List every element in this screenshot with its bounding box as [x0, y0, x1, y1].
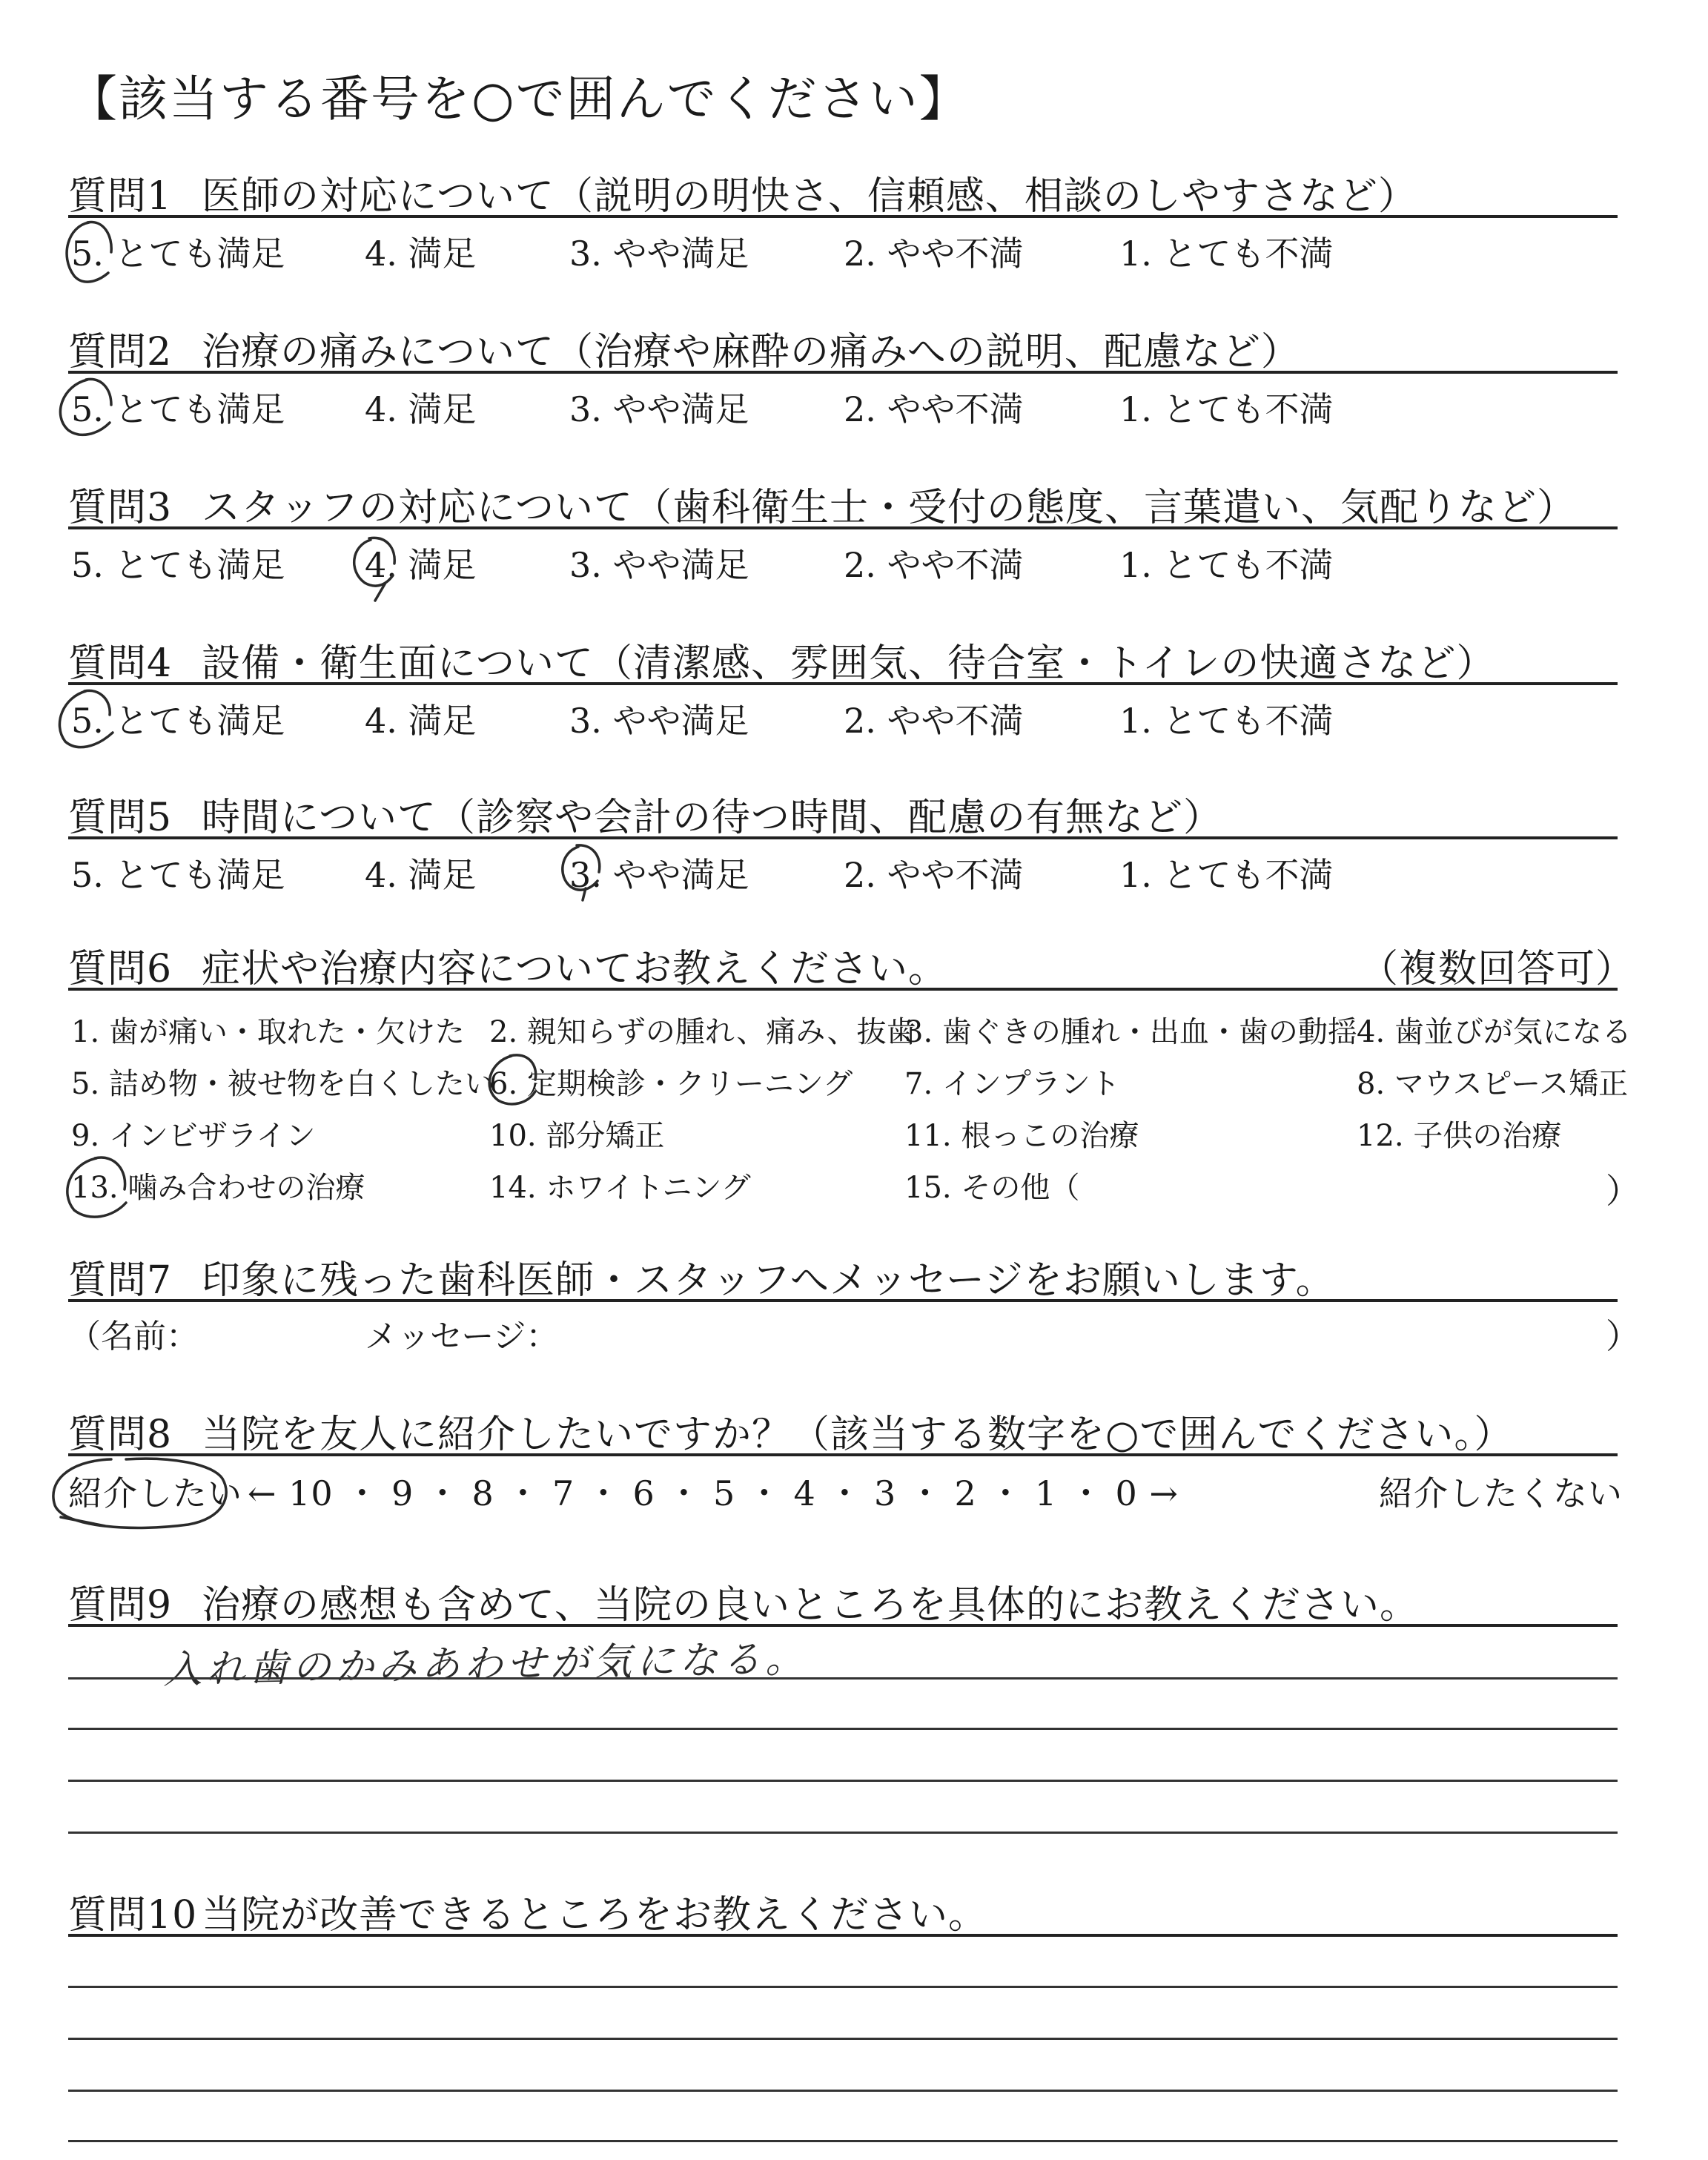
- question-4-text: 設備・衛生面について（清潔感、雰囲気、待合室・トイレの快適さなど）: [202, 641, 1496, 686]
- question-6: [68, 937, 947, 993]
- question-10-rule: [68, 1934, 1618, 1937]
- question-4-rule: [68, 682, 1618, 685]
- q10-answer-line: [68, 2140, 1618, 2142]
- question-8-rule: [68, 1453, 1618, 1456]
- question-1-text: 医師の対応について（説明の明快さ、信頼感、相談のしやすさなど）: [202, 174, 1417, 219]
- q6-option-1[interactable]: 1. 歯が痛い・取れた・欠けた: [71, 1015, 465, 1049]
- q6-option-8[interactable]: 8. マウスピース矯正: [1357, 1067, 1629, 1101]
- question-10-label: 質問10: [68, 1893, 198, 1938]
- question-5-rule: [68, 836, 1618, 839]
- question-7-rule: [68, 1299, 1618, 1302]
- q6-option-13[interactable]: 13. 噛み合わせの治療: [71, 1171, 365, 1205]
- q4-option-5[interactable]: 5. とても満足: [71, 701, 285, 741]
- q6-option-2[interactable]: 2. 親知らずの腫れ、痛み、抜歯: [489, 1015, 916, 1049]
- q3-option-3[interactable]: 3. やや満足: [569, 545, 749, 585]
- q3-option-1[interactable]: 1. とても不満: [1119, 545, 1334, 585]
- question-7: [68, 1249, 1335, 1304]
- q6-option-7[interactable]: 7. インプラント: [904, 1067, 1120, 1101]
- q9-answer-line: [68, 1677, 1618, 1680]
- q2-option-3[interactable]: 3. やや満足: [569, 389, 749, 429]
- question-6-label: 質問6: [68, 947, 173, 991]
- question-2-rule: [68, 371, 1618, 374]
- question-4: [68, 632, 1495, 687]
- question-1: [68, 165, 1417, 220]
- q9-answer-line: [68, 1728, 1618, 1730]
- q2-option-4[interactable]: 4. 満足: [365, 389, 477, 429]
- question-4-label: 質問4: [68, 641, 173, 686]
- q7-message-label: メッセージ：: [365, 1318, 559, 1355]
- question-3: [68, 476, 1576, 532]
- question-5: [68, 786, 1222, 842]
- q4-option-3[interactable]: 3. やや満足: [569, 701, 749, 741]
- form-heading: 【該当する番号を○で囲んでください】: [68, 70, 970, 128]
- q6-option-11[interactable]: 11. 根っこの治療: [904, 1119, 1139, 1153]
- q6-option-9[interactable]: 9. インビザライン: [71, 1119, 316, 1153]
- question-3-rule: [68, 526, 1618, 529]
- q9-handwritten-answer: 入れ歯のかみあわせが気になる。: [162, 1636, 809, 1693]
- question-6-text: 症状や治療内容についてお教えください。: [202, 947, 947, 991]
- question-8: [68, 1403, 1513, 1459]
- question-7-text: 印象に残った歯科医師・スタッフへメッセージをお願いします。: [202, 1258, 1335, 1303]
- q2-option-1[interactable]: 1. とても不満: [1119, 389, 1334, 429]
- question-1-rule: [68, 215, 1618, 218]
- q6-option-6[interactable]: 6. 定期検診・クリーニング: [489, 1067, 853, 1101]
- q6-option-15[interactable]: 15. その他（: [904, 1171, 1080, 1205]
- question-9: [68, 1573, 1419, 1629]
- q1-option-5[interactable]: 5. とても満足: [71, 234, 285, 274]
- question-10: [68, 1883, 987, 1939]
- question-5-text: 時間について（診察や会計の待つ時間、配慮の有無など）: [202, 796, 1222, 840]
- question-9-text: 治療の感想も含めて、当院の良いところを具体的にお教えください。: [202, 1583, 1419, 1628]
- question-5-label: 質問5: [68, 796, 173, 840]
- q5-option-2[interactable]: 2. やや不満: [844, 855, 1024, 895]
- question-3-text: スタッフの対応について（歯科衛生士・受付の態度、言葉遣い、気配りなど）: [202, 486, 1576, 530]
- q10-answer-line: [68, 2090, 1618, 2092]
- q10-answer-line: [68, 1986, 1618, 1988]
- q3-option-4[interactable]: 4. 満足: [365, 545, 477, 585]
- q1-option-3[interactable]: 3. やや満足: [569, 234, 749, 274]
- question-2: [68, 320, 1300, 376]
- question-1-label: 質問1: [68, 174, 173, 219]
- question-2-label: 質問2: [68, 330, 173, 374]
- q5-option-5[interactable]: 5. とても満足: [71, 855, 285, 895]
- q8-score-scale[interactable]: ← 10 ・ 9 ・ 8 ・ 7 ・ 6 ・ 5 ・ 4 ・ 3 ・ 2 ・ 1 ・ 0 →: [248, 1473, 1179, 1513]
- question-6-note: （複数回答可）: [1360, 947, 1635, 991]
- q2-option-2[interactable]: 2. やや不満: [844, 389, 1024, 429]
- question-6-rule: [68, 988, 1618, 991]
- q4-option-4[interactable]: 4. 満足: [365, 701, 477, 741]
- q6-option-10[interactable]: 10. 部分矯正: [489, 1119, 665, 1153]
- q6-option-14[interactable]: 14. ホワイトニング: [489, 1171, 751, 1205]
- q5-option-3[interactable]: 3. やや満足: [569, 855, 749, 895]
- q1-option-1[interactable]: 1. とても不満: [1119, 234, 1334, 274]
- q5-option-4[interactable]: 4. 満足: [365, 855, 477, 895]
- question-7-label: 質問7: [68, 1258, 173, 1303]
- q6-other-close: ）: [1606, 1171, 1640, 1211]
- q7-close: ）: [1606, 1316, 1640, 1356]
- question-2-text: 治療の痛みについて（治療や麻酔の痛みへの説明、配慮など）: [202, 330, 1300, 374]
- q5-option-1[interactable]: 1. とても不満: [1119, 855, 1334, 895]
- q7-name-label: （名前：: [68, 1318, 199, 1355]
- question-8-label: 質問8: [68, 1413, 173, 1457]
- q6-option-12[interactable]: 12. 子供の治療: [1357, 1119, 1562, 1153]
- q8-recommend-label[interactable]: 紹介したい: [68, 1473, 242, 1513]
- question-8-text: 当院を友人に紹介したいですか？（該当する数字を○で囲んでください。）: [202, 1413, 1514, 1457]
- q1-option-2[interactable]: 2. やや不満: [844, 234, 1024, 274]
- q9-answer-line: [68, 1832, 1618, 1834]
- q10-answer-line: [68, 2038, 1618, 2040]
- q6-option-5[interactable]: 5. 詰め物・被せ物を白くしたい: [71, 1067, 494, 1101]
- question-3-label: 質問3: [68, 486, 173, 530]
- q4-option-2[interactable]: 2. やや不満: [844, 701, 1024, 741]
- question-9-rule: [68, 1624, 1618, 1627]
- q1-option-4[interactable]: 4. 満足: [365, 234, 477, 274]
- q8-not-recommend-label[interactable]: 紹介したくない: [1379, 1473, 1623, 1513]
- q6-option-4[interactable]: 4. 歯並びが気になる: [1357, 1015, 1632, 1049]
- q3-option-2[interactable]: 2. やや不満: [844, 545, 1024, 585]
- q9-answer-line: [68, 1780, 1618, 1782]
- q4-option-1[interactable]: 1. とても不満: [1119, 701, 1334, 741]
- q2-option-5[interactable]: 5. とても満足: [71, 389, 285, 429]
- q6-option-3[interactable]: 3. 歯ぐきの腫れ・出血・歯の動揺: [904, 1015, 1357, 1049]
- question-10-text: 当院が改善できるところをお教えください。: [202, 1893, 988, 1938]
- question-9-label: 質問9: [68, 1583, 173, 1628]
- q3-option-5[interactable]: 5. とても満足: [71, 545, 285, 585]
